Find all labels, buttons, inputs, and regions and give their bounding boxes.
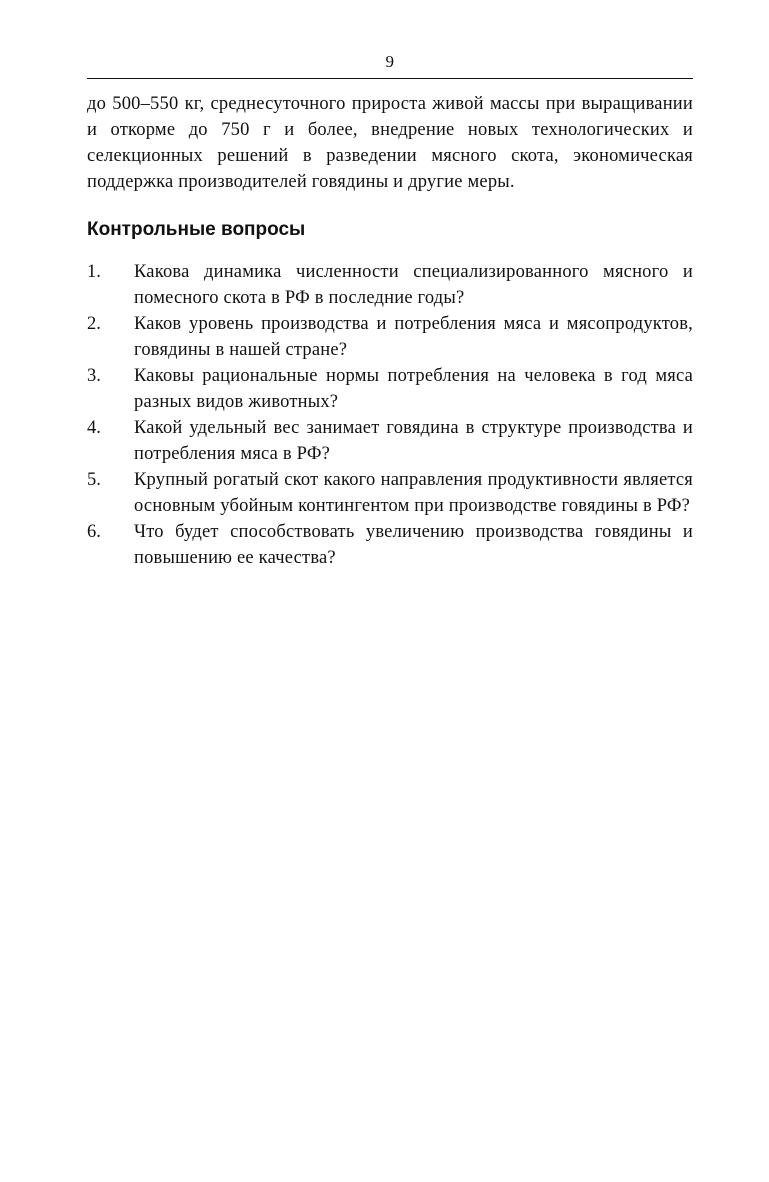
question-number: 4. bbox=[87, 418, 101, 438]
questions-heading: Контрольные вопросы bbox=[87, 219, 306, 240]
question-number: 3. bbox=[87, 366, 101, 386]
question-number: 5. bbox=[87, 470, 101, 490]
list-item bbox=[87, 311, 693, 363]
question-list bbox=[87, 259, 693, 571]
list-item bbox=[87, 519, 693, 571]
list-item bbox=[87, 415, 693, 467]
header-rule bbox=[87, 78, 693, 79]
question-text: Каков уровень производства и потребления мяса и мясопродуктов, говядины в нашей стране? bbox=[134, 314, 693, 360]
list-item bbox=[87, 363, 693, 415]
list-item bbox=[87, 467, 693, 519]
body-paragraph: до 500–550 кг, среднесуточного прироста живой массы при выращивании и откорме до 750 г и более, внедрение новых технологических и селекционных решений в разведении мясного скота, экономическая поддержка производителей говядины и другие меры. bbox=[87, 94, 693, 192]
page-number: 9 bbox=[385, 52, 395, 71]
question-text: Что будет способствовать увеличению производства говядины и повышению ее качества? bbox=[134, 522, 693, 568]
question-text: Крупный рогатый скот какого направления продуктивности является основным убойным контингентом при производстве говядины в РФ? bbox=[134, 470, 693, 516]
question-text: Какой удельный вес занимает говядина в структуре производства и потребления мяса в РФ? bbox=[134, 418, 693, 464]
question-number: 2. bbox=[87, 314, 101, 334]
question-number: 1. bbox=[87, 262, 101, 282]
question-text: Какова динамика численности специализированного мясного и помесного скота в РФ в последние годы? bbox=[134, 262, 693, 308]
list-item bbox=[87, 259, 693, 311]
page-content bbox=[87, 52, 693, 571]
question-text: Каковы рациональные нормы потребления на человека в год мяса разных видов животных? bbox=[134, 366, 693, 412]
question-number: 6. bbox=[87, 522, 101, 542]
